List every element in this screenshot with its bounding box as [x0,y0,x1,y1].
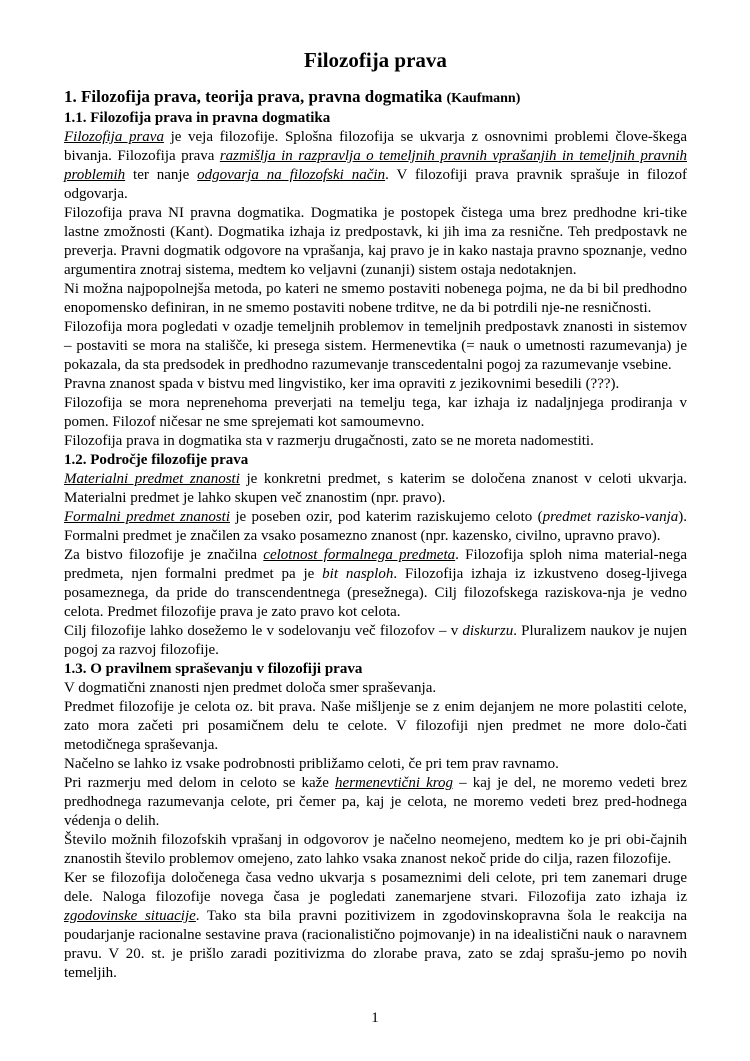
paragraph [64,432,687,451]
paragraph [64,508,687,546]
text-segment: Formalni predmet znanosti [64,509,230,525]
text-segment: bit nasploh [322,566,394,582]
paragraph [64,755,687,774]
paragraph [64,546,687,622]
text-segment: odgovarja na filozofski način [197,167,386,183]
text-segment: . Pluralizem naukov je nujen pogoj za razvoj filozofije. [64,623,687,658]
paragraph [64,280,687,318]
paragraph [64,128,687,204]
paragraph [64,622,687,660]
text-segment: . V filozofiji prava pravnik sprašuje in filozof odgovarja. [64,167,687,202]
page-number: 1 [371,1010,379,1026]
text-segment: Predmet filozofije je celota oz. bit prava. Naše mišljenje se z enim dejanjem ne more polastiti celote, zato mora začeti pri posamičnem delu te celote. V filozofiji njen predmet ne more dolo-čati metodičnega spraševanja. [64,699,687,753]
document-body [64,86,687,983]
text-segment: Načelno se lahko iz vsake podrobnosti približamo celoti, če pri tem prav ravnamo. [64,756,559,772]
section-heading [64,86,687,109]
paragraph [64,375,687,394]
text-segment: celotnost formalnega predmeta [263,547,456,563]
text-segment: Materialni predmet znanosti [64,471,240,487]
text-segment: ). Formalni predmet je značilen za vsako posamezno znanost (npr. kazensko, civilno, upravno pravo). [64,509,687,544]
text-segment: je konkretni predmet, s katerim se določena znanost v celoti ukvarja. Materialni predmet je lahko skupen več znanostim (npr. pravo). [64,471,687,506]
text-segment: 1. Filozofija prava, teorija prava, pravna dogmatika [64,87,447,106]
paragraph [64,679,687,698]
section-heading [64,451,687,470]
text-segment: Ni možna najpopolnejša metoda, po kateri ne smemo postaviti nobenega pojma, ne da bi bil predhodno enopomensko definiran, in ne smemo postaviti nobene trditve, ne da bi potrdili nje-ne resničnosti. [64,281,687,316]
paragraph [64,869,687,983]
text-segment: Pri razmerju med delom in celoto se kaže [64,775,336,791]
paragraph [64,470,687,508]
paragraph [64,204,687,280]
paragraph [64,831,687,869]
text-segment: Filozofija se mora neprenehoma preverjati na temelju tega, kar izhaja iz nadaljnjega prodiranja v pomen. Filozof ničesar ne sme sprejemati kot samoumevno. [64,395,687,430]
text-segment: (Kaufmann) [446,91,521,106]
text-segment: razmišlja in razpravlja o temeljnih pravnih vprašanjih in temeljnih pravnih problemih [64,148,687,183]
text-segment: – kaj je del, ne moremo vedeti brez predhodnega razumevanja celote, pri čemer pa, kaj je celota, ne moremo vedeti brez pred-hodnega védenja o delih. [64,775,687,829]
section-heading [64,660,687,679]
text-segment: Filozofija prava NI pravna dogmatika. Dogmatika je postopek čistega uma brez predhodne kri-tike lastne zmožnosti (Kant). Dogmatika izhaja iz predpostavk, ki jih ima za resnične. Teh predpostavk ne preverja. Pravni dogmatik odgovore na vprašanja, kaj pravo je in kako nastaja pravno spoznanje, vedno argumentira znotraj sistema, medtem ko veljavni (zunanji) sistem ostaja nedotaknjen. [64,205,687,278]
text-segment: hermenevtični krog [335,775,454,791]
text-segment: Ker se filozofija določenega časa vedno ukvarja s posameznimi deli celote, pri tem zanemari druge dele. Naloga filozofije novega časa je pogledati zanemarjene stvari. Filozofija zato izhaja iz [64,870,687,905]
text-segment: . Tako sta bila pravni pozitivizem in zgodovinskopravna šola le reakcija na poudarjanje racionalne sestavine prava (racionalistično pojmovanje) in na idealistični nauk o naravnem pravu. V 20. st. je prišlo zaradi pozitivizma do zlorabe prava, zato se zdaj sprašu-jemo po novih temeljih. [64,908,687,981]
text-segment: je poseben ozir, pod katerim raziskujemo celoto ( [230,509,543,525]
text-segment: Število možnih filozofskih vprašanj in odgovorov je načelno neomejeno, medtem ko je pri obi-čajnih znanostih število problemov omejeno, zato lahko vsaka znanost nekoč pride do cilja, razen filozofije. [64,832,687,867]
paragraph [64,318,687,375]
document-title: Filozofija prava [304,48,447,72]
text-segment: 1.2. Področje filozofije prava [64,452,249,468]
text-segment: zgodovinske situacije [64,908,196,924]
text-segment: Pravna znanost spada v bistvu med lingvistiko, ker ima opraviti z jezikovnimi besedili (???). [64,376,620,392]
text-segment: . Filozofija izhaja iz izkustveno doseg-ljivega posameznega, da pride do transcendentnega (presežnega). Cilj filozofskega raziskova-nja je vedno celota. Predmet filozofije prava je zato pravo kot celota. [64,566,687,620]
text-segment: je veja filozofije. Splošna filozofija se ukvarja z osnovnimi problemi člove-škega bivanja. Filozofija prava [64,129,687,164]
text-segment: Filozofija prava [64,129,164,145]
text-segment: 1.1. Filozofija prava in pravna dogmatika [64,110,331,126]
text-segment: ter nanje [125,167,198,183]
section-heading [64,109,687,128]
text-segment: Filozofija mora pogledati v ozadje temeljnih problemov in temeljnih predpostavk znanosti in sistemov – postaviti se mora na stališče, ki presega sistem. Hermenevtika (= nauk o umetnosti razumevanja) je pokazala, da sta predsodek in predhodno razumevanje transcedentalni pogoj za razumevanje vsebine. [64,319,687,373]
text-segment: predmet razisko-vanja [542,509,679,525]
paragraph [64,394,687,432]
text-segment: 1.3. O pravilnem spraševanju v filozofiji prava [64,661,363,677]
paragraph [64,774,687,831]
text-segment: Filozofija prava in dogmatika sta v razmerju drugačnosti, zato se ne moreta nadomestiti. [64,433,594,449]
text-segment: Za bistvo filozofije je značilna [64,547,264,563]
text-segment: . Filozofija sploh nima material-nega predmeta, njen formalni predmet pa je [64,547,687,582]
text-segment: diskurzu [462,623,514,639]
text-segment: Cilj filozofije lahko dosežemo le v sodelovanju več filozofov – v [64,623,463,639]
paragraph [64,698,687,755]
text-segment: V dogmatični znanosti njen predmet določa smer spraševanja. [64,680,437,696]
